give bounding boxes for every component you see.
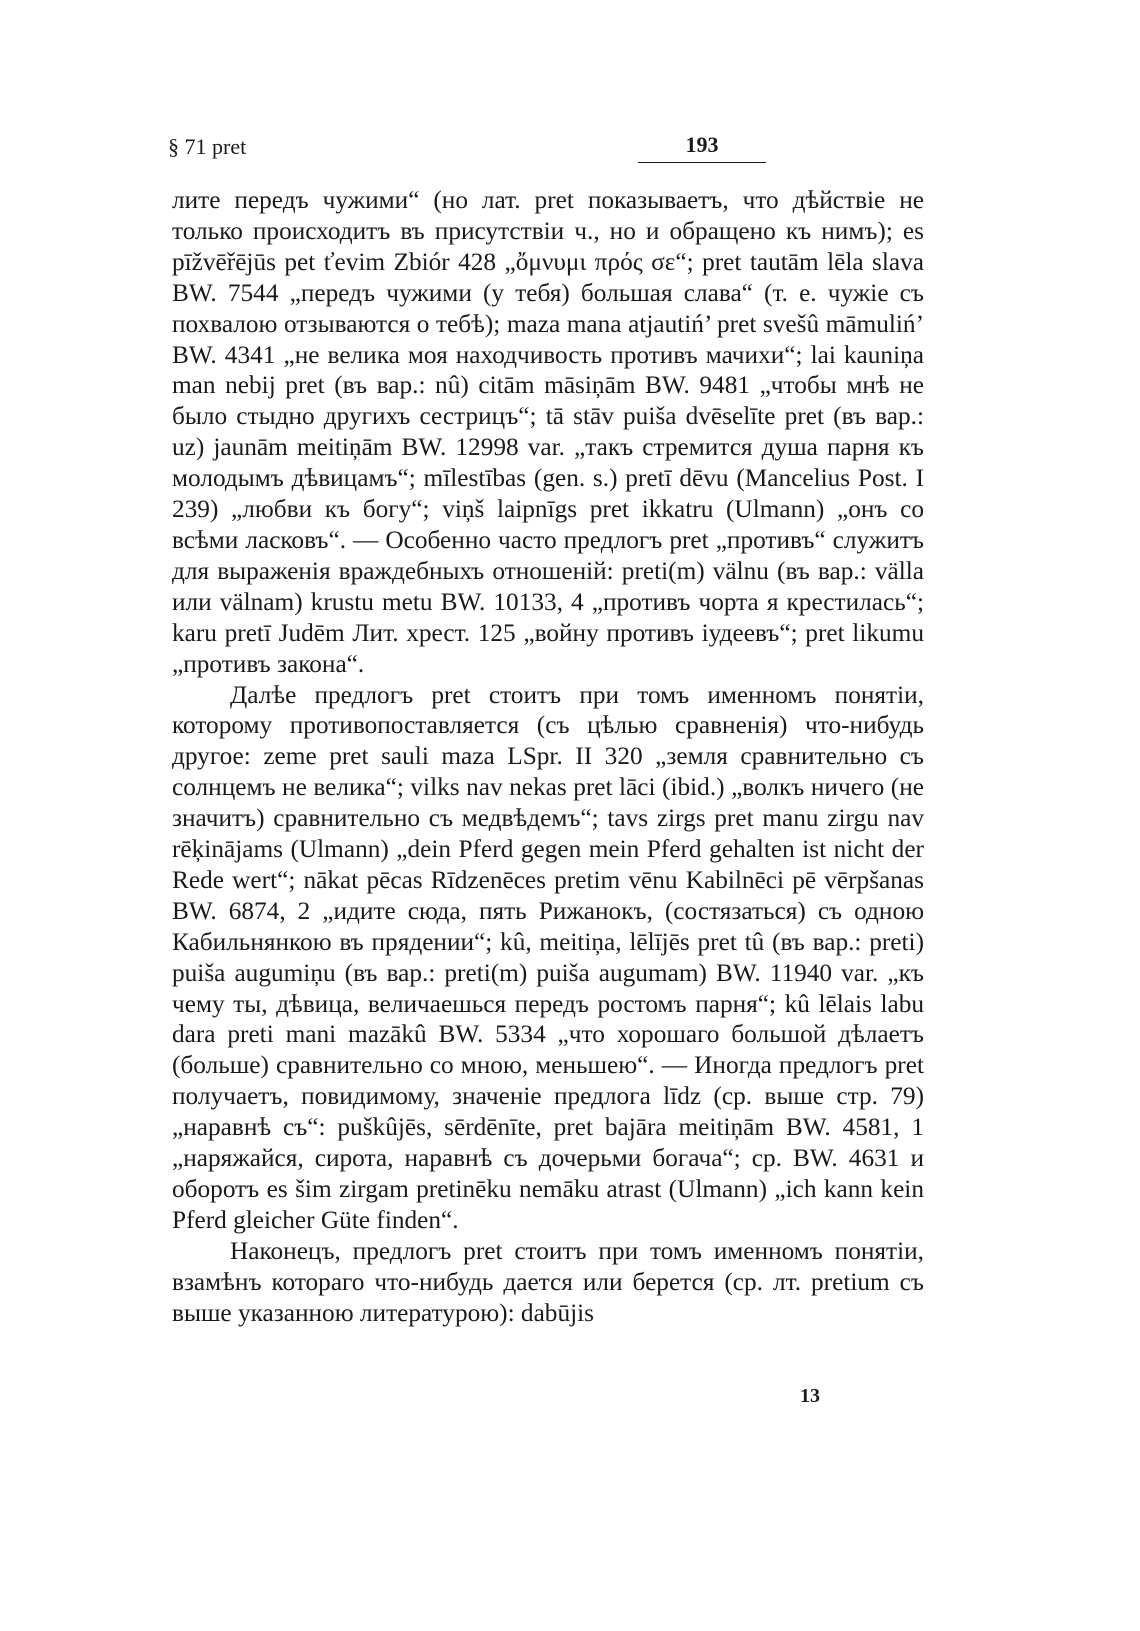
running-header: [160, 132, 930, 168]
paragraph: лите передъ чужими“ (но лат. pret показываетъ, что дѣйствіе не только происходитъ въ присутствіи ч., но и обращено къ нимъ); es pīžvēřējūs pet ťevim Zbiór 428 „ὄμνυμι πρός σε“; pret tautām lēla slava BW. 7544 „передъ чужими (у тебя) большая слава“ (т. е. чужіе съ похвалою отзываются о тебѣ); maza mana atjautiń’ pret svešû māmuliń’ BW. 4341 „не велика моя находчивость противъ мачихи“; lai kauniņa man nebij pret (въ вар.: nû) citām māsiņām BW. 9481 „чтобы мнѣ не было стыдно другихъ сестрицъ“; tā stāv puiša dvēselīte pret (въ вар.: uz) jaunām meitiņām BW. 12998 var. „такъ стремится душа парня къ молодымъ дѣвицамъ“; mīlestības (gen. s.) pretī dēvu (Mancelius Post. I 239) „любви къ богу“; viņš laipnīgs pret ikkatru (Ulmann) „онъ со всѣми ласковъ“. — Особенно часто предлогъ pret „противъ“ служитъ для выраженія враждебныхъ отношеній: preti(m) välnu (въ вар.: välla или välnam) krustu metu BW. 10133, 4 „противъ чорта я крестилась“; karu pretī Judēm Лит. хрест. 125 „войну противъ іудеевъ“; pret likumu „противъ закона“.: [172, 186, 924, 678]
page-body: [172, 185, 924, 1329]
section-reference: § 71 pret: [168, 134, 247, 159]
paragraph: Далѣе предлогъ pret стоитъ при томъ именномъ понятіи, которому противопоставляется (съ цѣлью сравненія) что-нибудь другое: zeme pret sauli maza LSpr. II 320 „земля сравнительно съ солнцемъ не велика“; vilks nav nekas pret lāci (ibid.) „волкъ ничего (не значитъ) сравнительно съ медвѣдемъ“; tavs zirgs pret manu zirgu nav rēķinājams (Ulmann) „dein Pferd gegen mein Pferd gehalten ist nicht der Rede wert“; nākat pēcas Rīdzenēces pretim vēnu Kabilnēci pē vērpšanas BW. 6874, 2 „идите сюда, пять Рижанокъ, (состязаться) съ одною Кабильнянкою въ прядении“; kû, meitiņa, lēlījēs pret tû (въ вар.: preti) puiša augumiņu (въ вар.: preti(m) puiša augumam) BW. 11940 var. „къ чему ты, дѣвица, величаешься передъ ростомъ парня“; kû lēlais labu dara preti mani mazākû BW. 5334 „что хорошаго большой дѣлаетъ (больше) сравнительно со мною, меньшею“. — Иногда предлогъ pret получаетъ, повидимому, значеніе предлога līdz (ср. выше стр. 79) „наравнѣ съ“: puškûjēs, sērdēnīte, pret bajāra meitiņām BW. 4581, 1 „наряжайся, сирота, наравнѣ съ дочерьми богача“; ср. BW. 4631 и оборотъ es šim zirgam pretinēku nemāku atrast (Ulmann) „ich kann kein Pferd gleicher Güte finden“.: [172, 680, 924, 1234]
page-number: 193: [638, 132, 766, 163]
signature-mark: 13: [800, 1385, 820, 1407]
paragraph: Наконецъ, предлогъ pret стоитъ при томъ именномъ понятіи, взамѣнъ котораго что-нибудь дается или берется (ср. лт. pretium съ выше указанною литературою): dabūjis: [172, 1236, 924, 1327]
